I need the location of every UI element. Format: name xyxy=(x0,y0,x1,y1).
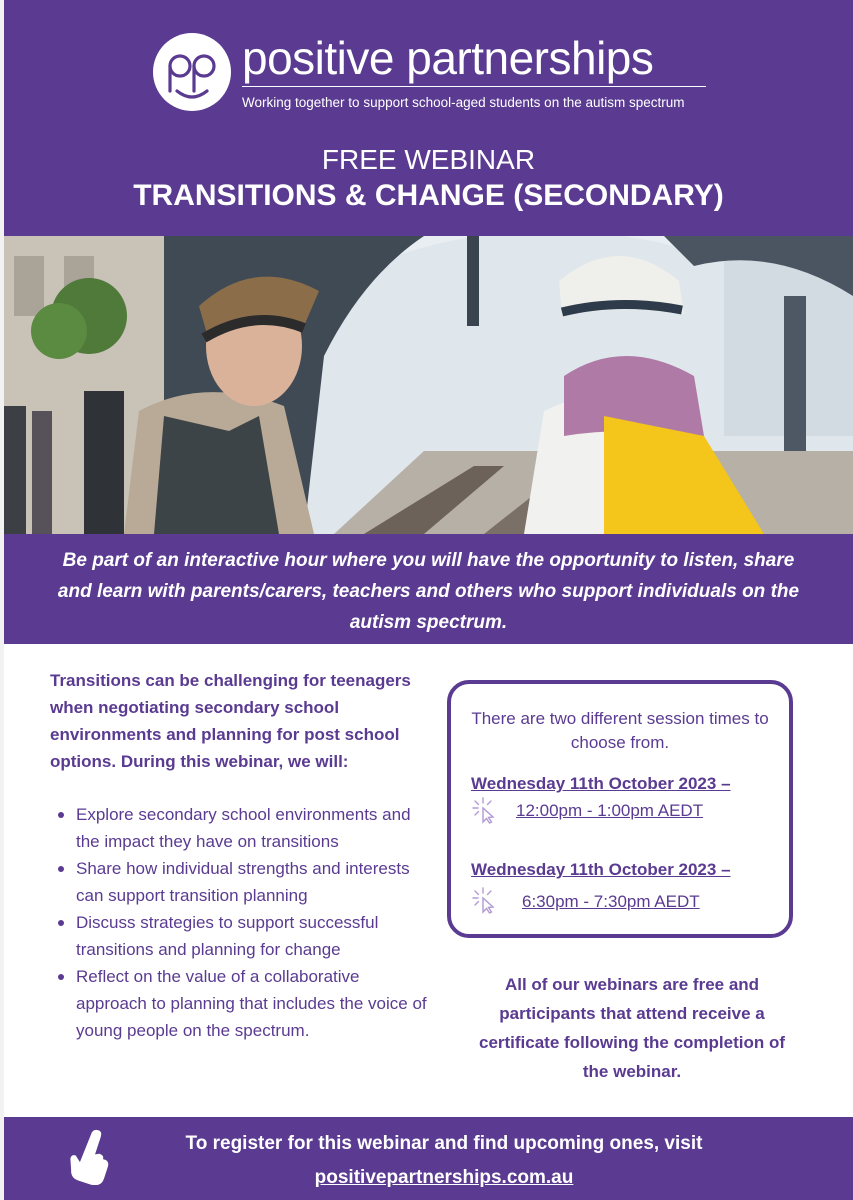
session-times-box xyxy=(447,680,793,938)
title-free-webinar: FREE WEBINAR xyxy=(321,144,536,175)
flyer-page xyxy=(4,0,853,1200)
list-item xyxy=(50,855,435,909)
list-item xyxy=(50,909,435,963)
free-certificate-note: All of our webinars are free and participants that attend receive a certificate following the completion of the webinar. xyxy=(478,975,786,1081)
bullet-text: Reflect on the value of a collaborative approach to planning that includes the voice of young people on the spectrum. xyxy=(76,967,427,1040)
session-2-time-link[interactable]: 6:30pm - 7:30pm AEDT xyxy=(522,892,700,911)
bullet-icon xyxy=(58,974,64,980)
footer-register xyxy=(4,1117,853,1200)
brand-tagline: Working together to support school-aged students on the autism spectrum xyxy=(242,95,685,110)
bullet-text: Discuss strategies to support successful transitions and planning for change xyxy=(76,913,379,959)
session-1-date-link[interactable]: Wednesday 11th October 2023 – xyxy=(471,774,731,793)
bullet-icon xyxy=(58,920,64,926)
band-text: Be part of an interactive hour where you will have the opportunity to listen, share and learn with parents/carers, teachers and others who support individuals on the autism spectrum. xyxy=(57,550,800,633)
bullet-icon xyxy=(58,812,64,818)
session-1-time-link[interactable]: 12:00pm - 1:00pm AEDT xyxy=(516,801,704,820)
webinar-topics-list xyxy=(50,801,435,1044)
bullet-icon xyxy=(58,866,64,872)
bullet-text: Explore secondary school environments and the impact they have on transitions xyxy=(76,805,411,851)
pp-logo xyxy=(153,33,231,111)
hero-photo xyxy=(4,236,853,534)
list-item xyxy=(50,801,435,855)
brand-divider xyxy=(242,86,706,87)
intro-paragraph: Transitions can be challenging for teenagers when negotiating secondary school environments and planning for post school options. During this webinar, we will: xyxy=(50,671,411,771)
webinar-title: TRANSITIONS & CHANGE (SECONDARY) xyxy=(133,179,724,212)
session-2-date-link[interactable]: Wednesday 11th October 2023 – xyxy=(471,860,731,879)
pointing-hand-icon xyxy=(68,1127,112,1185)
register-website-link[interactable]: positivepartnerships.com.au xyxy=(314,1167,574,1188)
click-pointer-icon xyxy=(471,796,499,824)
brand-name: positive partnerships xyxy=(242,32,654,84)
click-pointer-icon xyxy=(471,886,499,914)
bullet-text: Share how individual strengths and interests can support transition planning xyxy=(76,859,410,905)
register-text: To register for this webinar and find upcoming ones, visit xyxy=(185,1133,703,1154)
intro-band xyxy=(4,534,853,644)
session-intro: There are two different session times to choose from. xyxy=(471,709,769,752)
list-item xyxy=(50,963,435,1044)
header xyxy=(4,0,853,236)
